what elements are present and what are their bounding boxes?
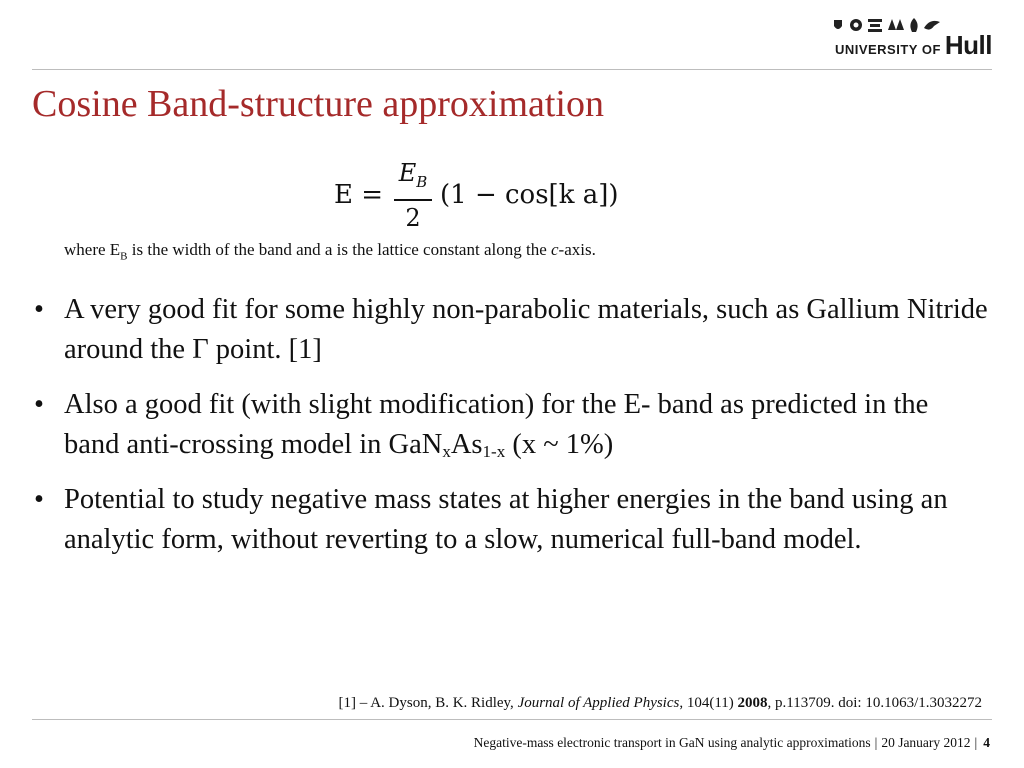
logo-university-of: UNIVERSITY OF (834, 42, 941, 57)
reference-citation (339, 695, 982, 712)
bullet-item (32, 385, 990, 465)
university-logo (822, 16, 992, 60)
header-divider (32, 69, 992, 70)
equation-denominator: 2 (405, 203, 421, 232)
equation-numerator-symbol: E (398, 159, 417, 187)
bullet-item (32, 290, 990, 370)
bullet-sub-1-x: 1-x (482, 442, 506, 461)
equation-rhs: (1 − cos[k a]) (440, 180, 619, 210)
footer-separator: | (974, 735, 978, 750)
bullet-text: A very good fit for some highly non-parabolic materials, such as Gallium Nitride around the Γ point. [1] (64, 294, 988, 365)
where-italic: c (551, 240, 559, 259)
bullet-list (32, 290, 990, 575)
footer-talk-title: Negative-mass electronic transport in GaN using analytic approximations (473, 735, 871, 750)
fraction-bar (394, 199, 432, 201)
reference-year: 2008 (737, 695, 768, 711)
bullet-sub-x: x (442, 442, 451, 461)
reference-suffix: , p.113709. doi: 10.1063/1.3032272 (767, 695, 982, 711)
equation-fraction (390, 158, 436, 233)
where-prefix: where E (64, 240, 121, 259)
where-middle: is the width of the band and a is the lattice constant along the (127, 240, 551, 259)
equation-numerator (390, 158, 436, 197)
where-note (64, 240, 596, 262)
logo-wordmark (835, 30, 992, 61)
logo-hull: Hull (944, 30, 992, 60)
equation-lhs: E = (334, 180, 384, 210)
reference-volume: , 104(11) (679, 695, 738, 711)
bullet-text: Potential to study negative mass states at higher energies in the band using an analytic form, without reverting to a slow, numerical full-band model. (64, 484, 948, 555)
where-suffix: -axis. (558, 240, 596, 259)
slide-title: Cosine Band-structure approximation (32, 83, 604, 125)
bullet-text-post: (x ~ 1%) (505, 429, 614, 460)
footer-divider (32, 719, 992, 720)
footer-date: 20 January 2012 (881, 735, 971, 750)
bullet-text-pre: Also a good fit (with slight modification) for the E- band as predicted in the band anti-crossing model in GaN (64, 389, 929, 460)
reference-journal: Journal of Applied Physics (517, 695, 680, 711)
equation-numerator-sub: B (416, 172, 428, 191)
footer-separator: | (874, 735, 878, 750)
reference-prefix: [1] – A. Dyson, B. K. Ridley, (338, 695, 518, 711)
bullet-text-mid: As (450, 429, 483, 460)
slide-footer (474, 735, 990, 751)
where-sub: B (120, 250, 128, 263)
bullet-item (32, 480, 990, 560)
page-number: 4 (983, 735, 990, 750)
